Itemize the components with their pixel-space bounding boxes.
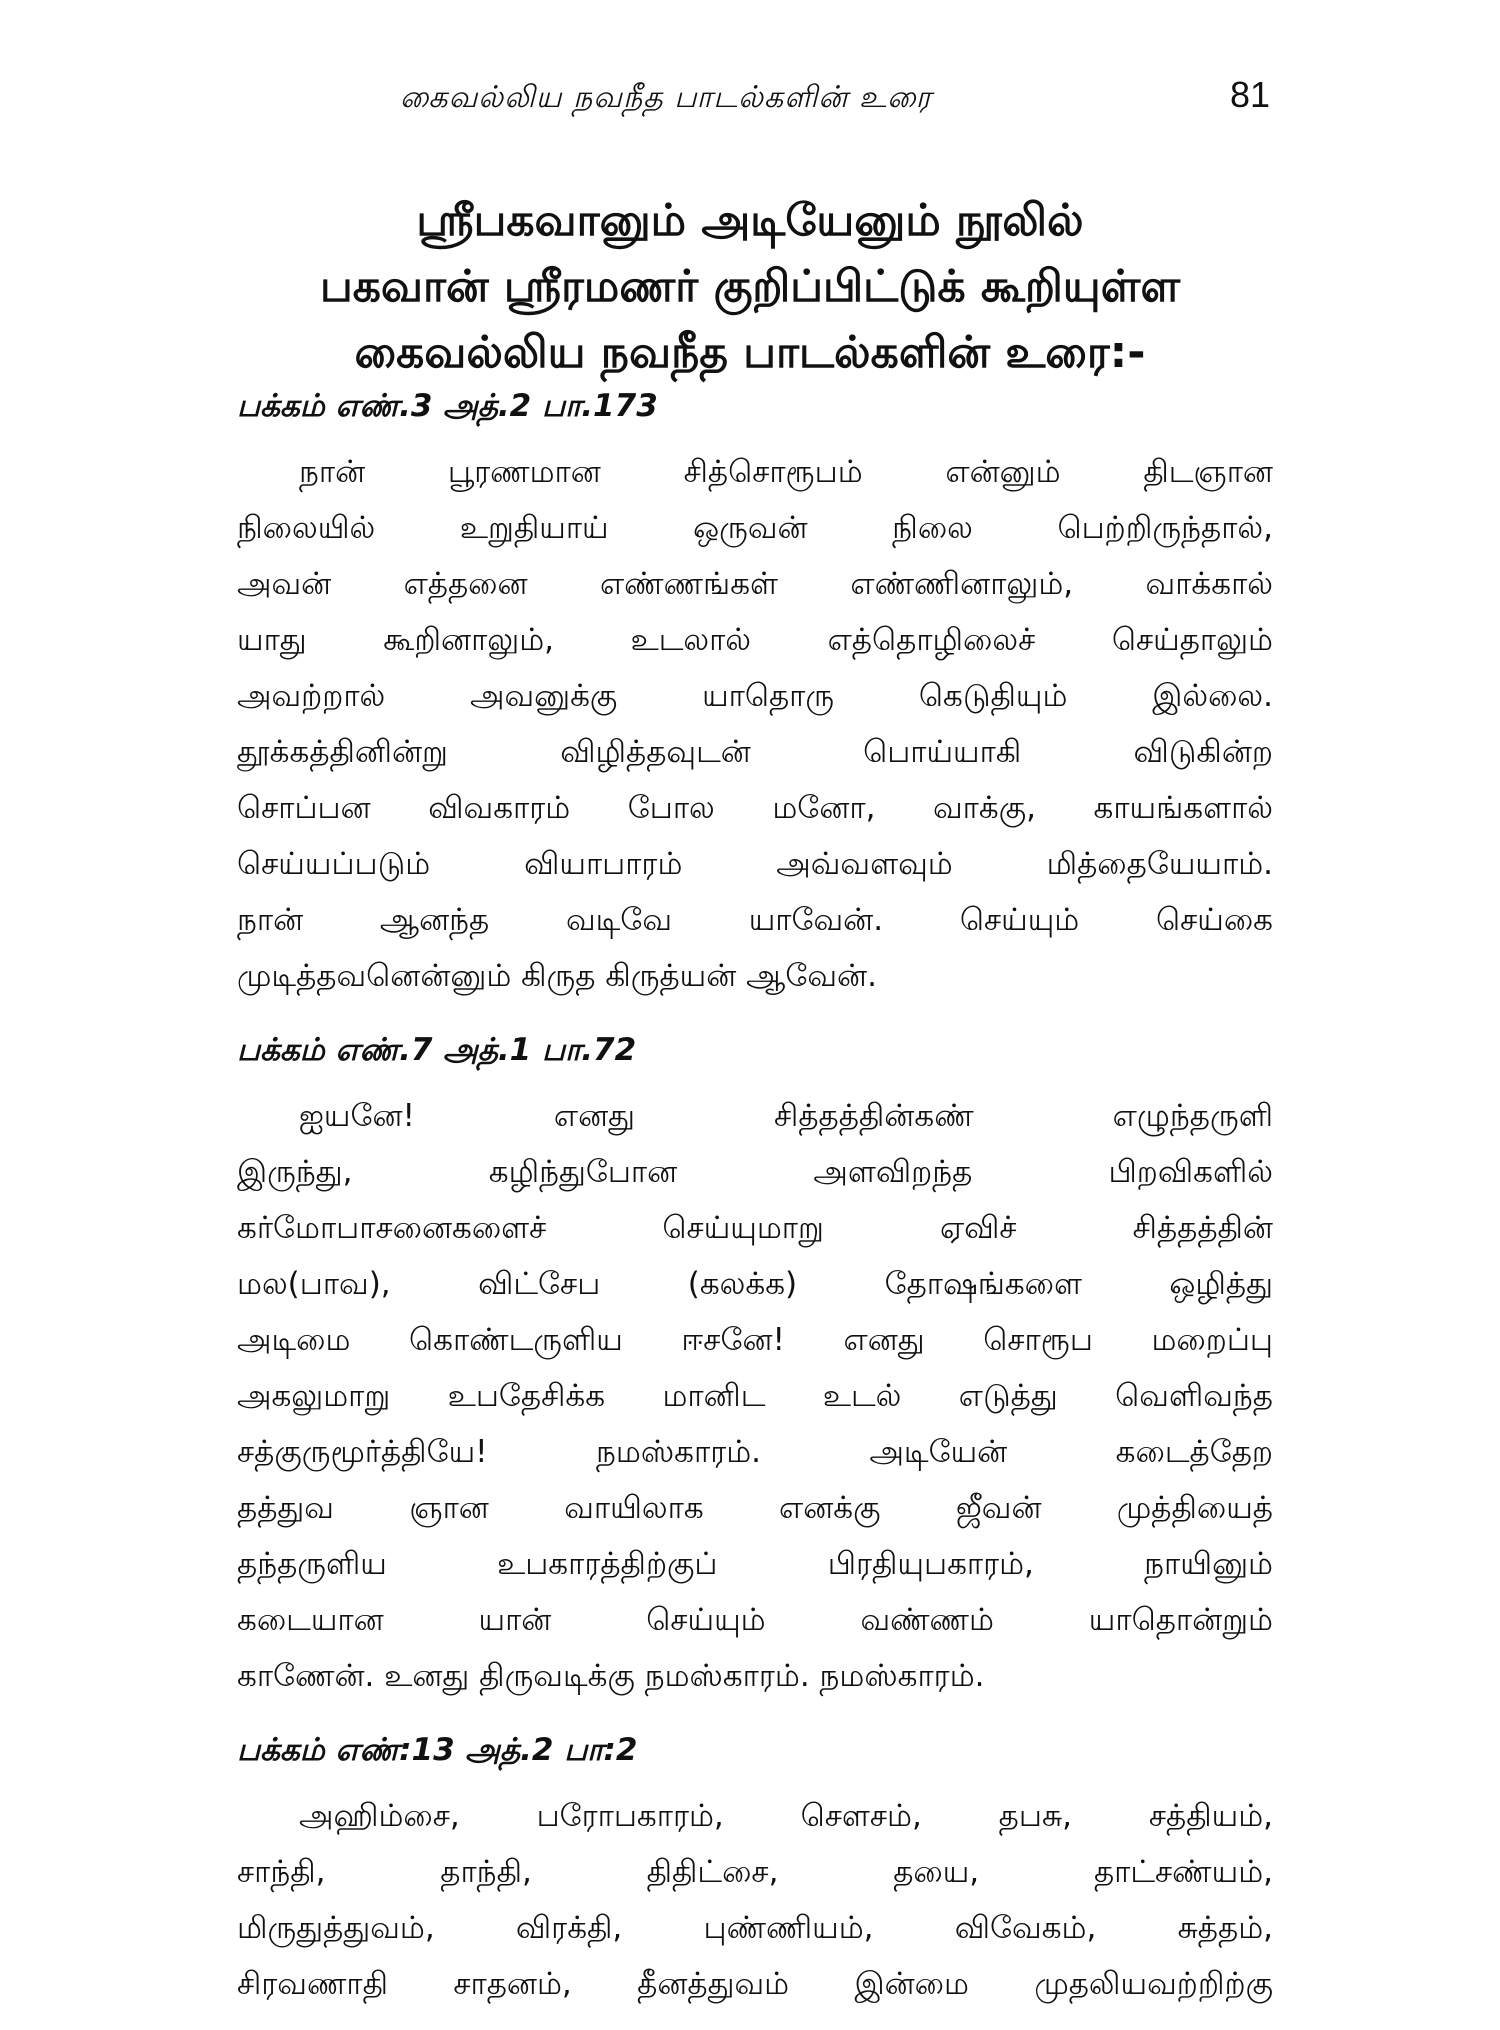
text-line: மல(பாவ), விட்சேப (கலக்க) தோஷங்களை ஒழித்து xyxy=(237,1266,1273,1302)
section-heading-2: பக்கம் எண்.7 அத்.1 பா.72 xyxy=(237,1032,637,1068)
text-line: சாந்தி, தாந்தி, திதிட்சை, தயை, தாட்சண்யம், xyxy=(237,1854,1273,1890)
text-line: சத்குருமூர்த்தியே! நமஸ்காரம். அடியேன் கடைத்தேற xyxy=(237,1434,1273,1470)
running-title: கைவல்லிய நவநீத பாடல்களின் உரை xyxy=(400,80,933,115)
text-line: அவன் எத்தனை எண்ணங்கள் எண்ணினாலும், வாக்கால் xyxy=(237,566,1273,602)
chapter-title xyxy=(200,188,1300,386)
text-line: இருந்து, கழிந்துபோன அளவிறந்த பிறவிகளில் xyxy=(237,1154,1273,1190)
text-line: காணேன். உனது திருவடிக்கு நமஸ்காரம். நமஸ்காரம். xyxy=(237,1658,985,1694)
body-text xyxy=(237,378,1273,2030)
text-line: அகலுமாறு உபதேசிக்க மானிட உடல் எடுத்து வெளிவந்த xyxy=(237,1378,1273,1414)
section-paragraph-1 xyxy=(237,444,1273,1004)
section-paragraph-3 xyxy=(237,1788,1273,2012)
text-line: சொப்பன விவகாரம் போல மனோ, வாக்கு, காயங்களால் xyxy=(237,790,1273,826)
text-line: அவற்றால் அவனுக்கு யாதொரு கெடுதியும் இல்லை. xyxy=(237,678,1273,714)
page-number: 81 xyxy=(1230,74,1271,115)
text-line: முடித்தவனென்னும் கிருத கிருத்யன் ஆவேன். xyxy=(237,958,877,994)
text-line: நான் பூரணமான சித்சொரூபம் என்னும் திடஞான xyxy=(299,454,1273,490)
text-line: கர்மோபாசனைகளைச் செய்யுமாறு ஏவிச் சித்தத்தின் xyxy=(237,1210,1273,1246)
text-line: தூக்கத்தினின்று விழித்தவுடன் பொய்யாகி விடுகின்ற xyxy=(237,734,1273,770)
text-line: அடிமை கொண்டருளிய ஈசனே! எனது சொரூப மறைப்பு xyxy=(237,1322,1273,1358)
text-line: யாது கூறினாலும், உடலால் எத்தொழிலைச் செய்தாலும் xyxy=(237,622,1273,658)
text-line: தத்துவ ஞான வாயிலாக எனக்கு ஜீவன் முத்தியைத் xyxy=(237,1490,1273,1526)
text-line: சிரவணாதி சாதனம், தீனத்துவம் இன்மை முதலியவற்றிற்கு xyxy=(237,1966,1273,2002)
text-line: அஹிம்சை, பரோபகாரம், சௌசம், தபசு, சத்தியம், xyxy=(299,1798,1273,1834)
section-paragraph-2 xyxy=(237,1088,1273,1704)
text-line: நிலையில் உறுதியாய் ஒருவன் நிலை பெற்றிருந்தால், xyxy=(237,510,1273,546)
text-line: கடையான யான் செய்யும் வண்ணம் யாதொன்றும் xyxy=(237,1602,1273,1638)
section-heading-1: பக்கம் எண்.3 அத்.2 பா.173 xyxy=(237,388,658,424)
text-line: மிருதுத்துவம், விரக்தி, புண்ணியம், விவேகம், சுத்தம், xyxy=(237,1910,1273,1946)
text-line: நான் ஆனந்த வடிவே யாவேன். செய்யும் செய்கை xyxy=(237,902,1273,938)
text-line: தந்தருளிய உபகாரத்திற்குப் பிரதியுபகாரம், நாயினும் xyxy=(237,1546,1273,1582)
text-line: செய்யப்படும் வியாபாரம் அவ்வளவும் மித்தையேயாம். xyxy=(237,846,1273,882)
text-line: ஐயனே! எனது சித்தத்தின்கண் எழுந்தருளி xyxy=(299,1098,1273,1134)
title-line-3: கைவல்லிய நவநீத பாடல்களின் உரை:- xyxy=(354,327,1146,378)
title-line-2: பகவான் ஸ்ரீரமணர் குறிப்பிட்டுக் கூறியுள்ள xyxy=(319,261,1181,312)
title-line-1: ஸ்ரீபகவானும் அடியேனும் நூலில் xyxy=(416,195,1084,246)
section-heading-3: பக்கம் எண்:13 அத்.2 பா:2 xyxy=(237,1732,638,1768)
